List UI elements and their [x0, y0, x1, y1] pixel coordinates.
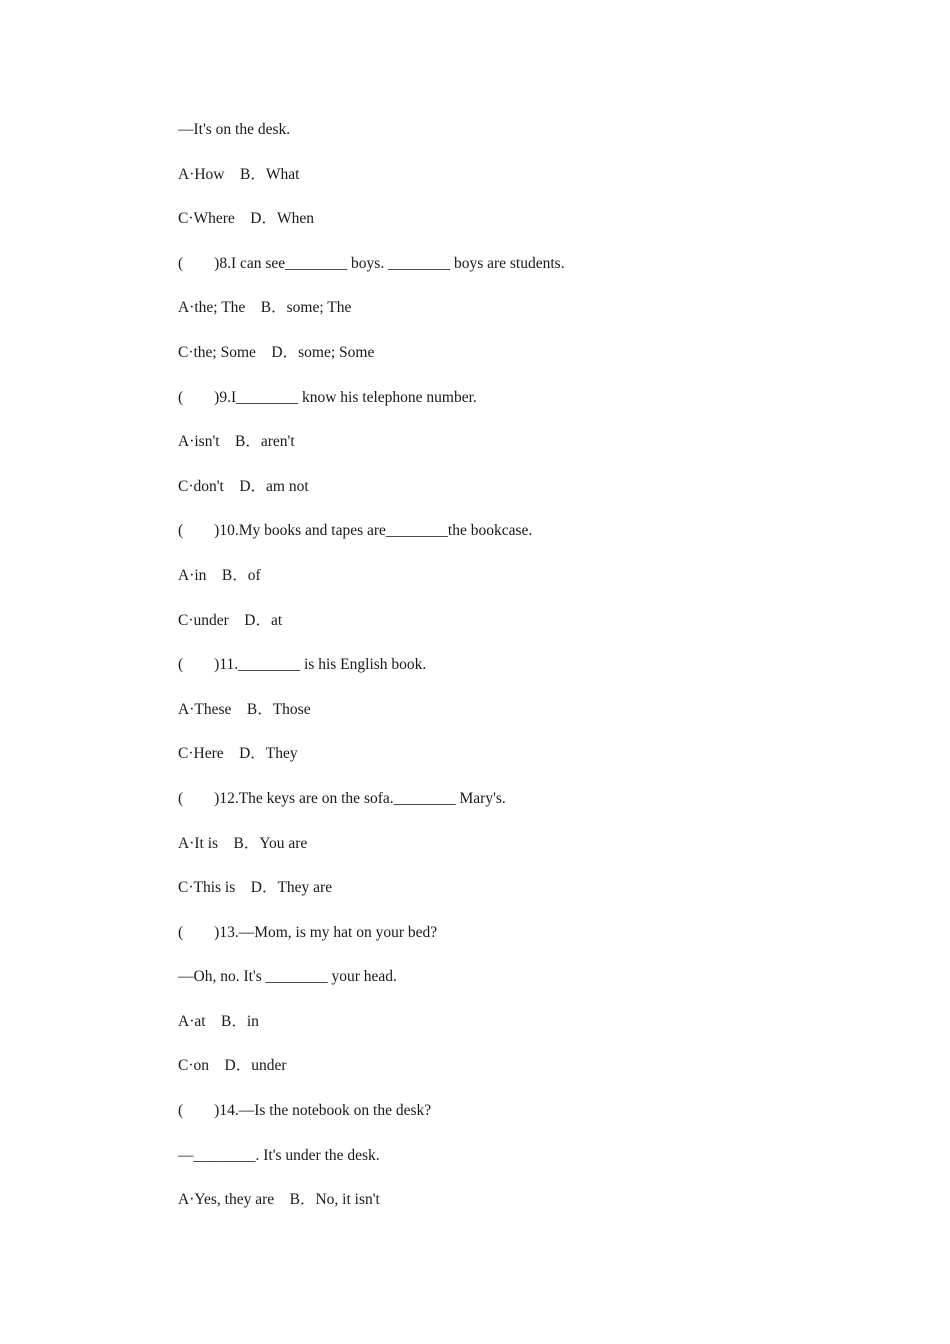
options-line: A·It is B．You are [178, 834, 308, 852]
options-line: C·under D．at [178, 611, 283, 629]
question-14: ( )14.—Is the notebook on the desk? [178, 1102, 432, 1120]
options-line: C·don't D．am not [178, 477, 309, 495]
options-line: A·isn't B．aren't [178, 433, 295, 451]
options-line: C·Where D．When [178, 210, 315, 228]
options-line: C·the; Some D．some; Some [178, 343, 375, 361]
options-line: A·the; The B．some; The [178, 299, 352, 317]
options-line: A·These B．Those [178, 700, 311, 718]
question-9: ( )9.I________ know his telephone number. [178, 388, 477, 406]
options-line: A·at B．in [178, 1012, 259, 1030]
options-line: A·How B．What [178, 165, 300, 183]
options-line: C·Here D．They [178, 745, 298, 763]
options-line: A·Yes, they are B．No, it isn't [178, 1191, 380, 1209]
question-11: ( )11.________ is his English book. [178, 656, 427, 674]
options-line: C·This is D．They are [178, 879, 333, 897]
question-10: ( )10.My books and tapes are________the bookcase. [178, 522, 533, 540]
dialogue-line: —Oh, no. It's ________ your head. [178, 968, 397, 986]
exercise-content [178, 119, 878, 1234]
options-line: C·on D．under [178, 1057, 287, 1075]
answer-line: —It's on the desk. [178, 121, 291, 138]
question-13: ( )13.—Mom, is my hat on your bed? [178, 923, 438, 941]
options-line: A·in B．of [178, 566, 261, 584]
dialogue-line: —________. It's under the desk. [178, 1146, 380, 1164]
question-8: ( )8.I can see________ boys. ________ boys are students. [178, 254, 565, 272]
question-12: ( )12.The keys are on the sofa.________ Mary's. [178, 789, 506, 807]
